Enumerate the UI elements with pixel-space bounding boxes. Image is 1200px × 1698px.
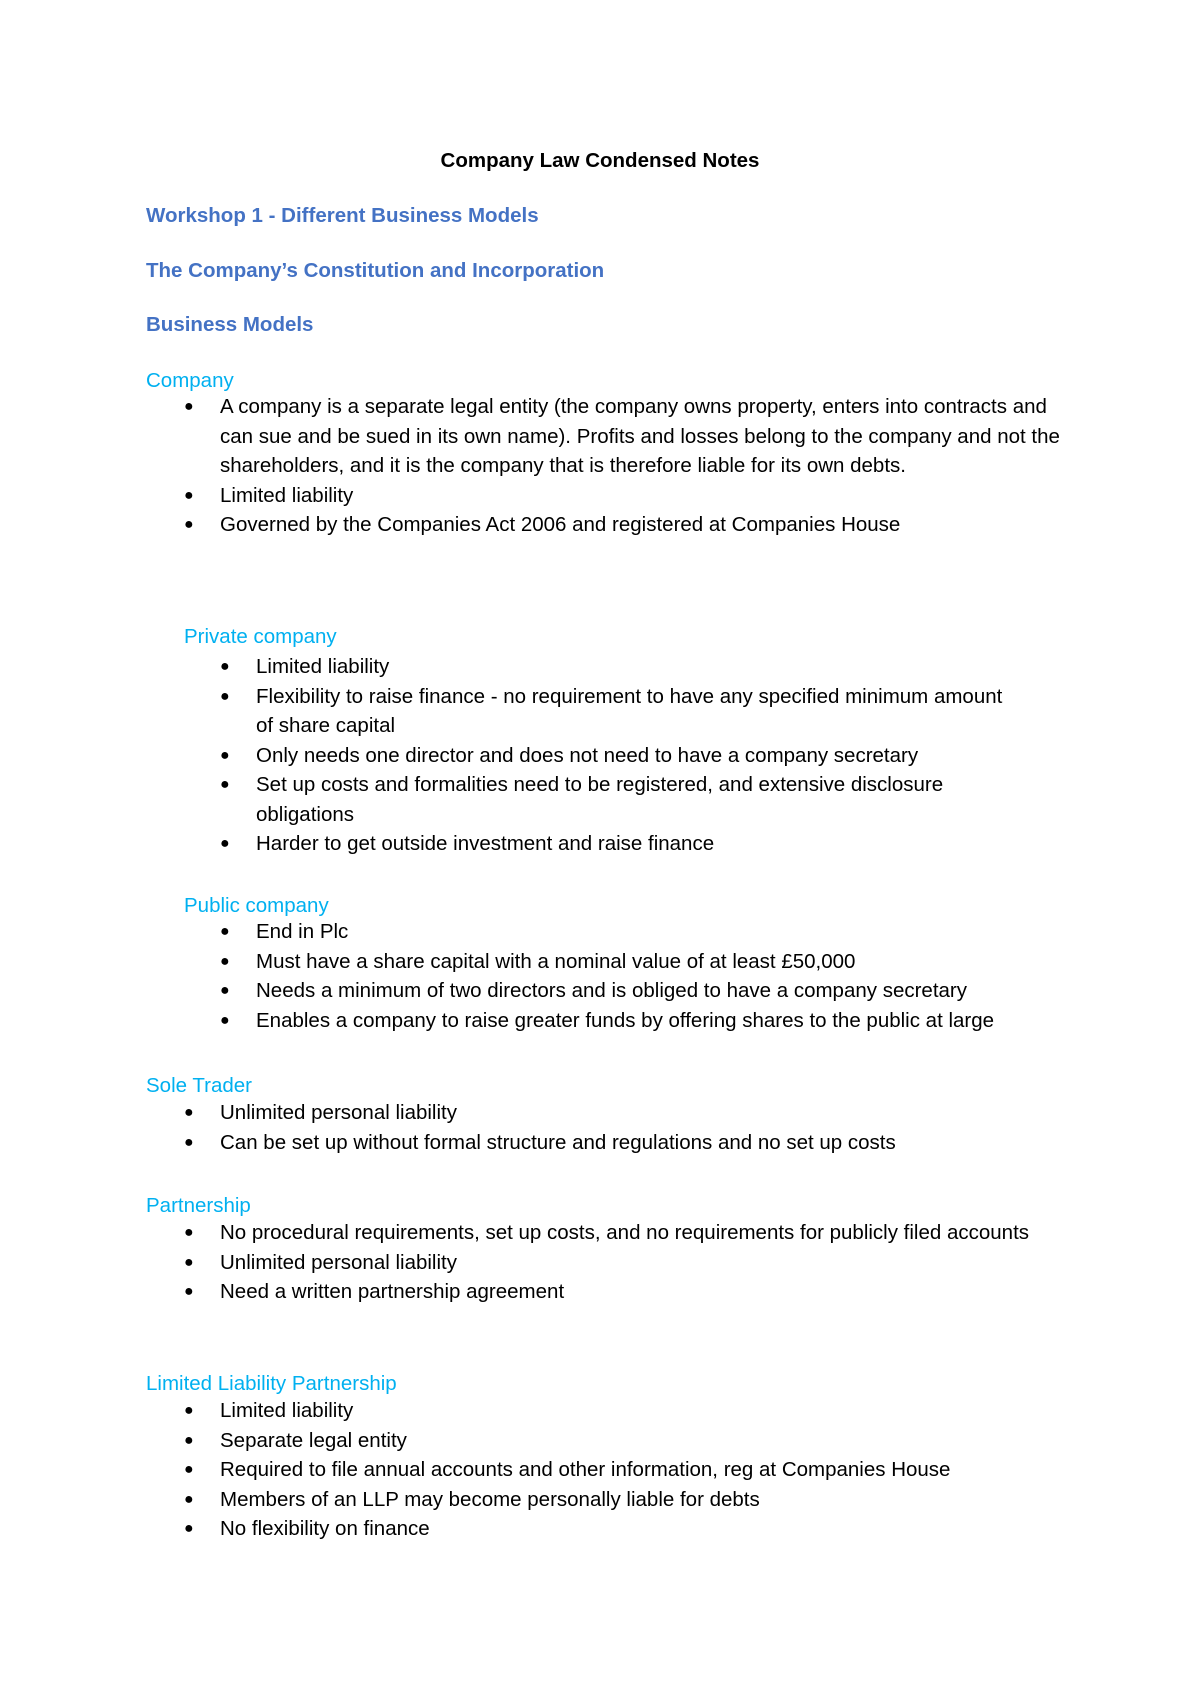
bullet-icon: ● (184, 1431, 194, 1449)
list-item: ● Unlimited personal liability (184, 1098, 1064, 1128)
bullet-icon: ● (184, 1104, 194, 1121)
bullet-icon: ● (184, 1133, 194, 1151)
list-item: ● Limited liability (220, 652, 1020, 682)
bullet-icon: ● (220, 687, 230, 705)
bullet-icon: ● (184, 486, 194, 504)
list-item: ● Must have a share capital with a nominal value of at least £50,000 (220, 947, 1080, 977)
list-public-company (220, 917, 1080, 1035)
list-item: ● Set up costs and formalities need to be registered, and extensive disclosure obligations (220, 770, 1020, 829)
subheading-sole-trader: Sole Trader (146, 1074, 252, 1097)
heading-business-models: Business Models (146, 313, 314, 336)
list-item: ● A company is a separate legal entity (the company owns property, enters into contracts and can sue and be sued in its own name). Profits and losses belong to the company and not the shareholders, and it is the company that is therefore liable for its own debts. (184, 392, 1064, 481)
bullet-icon: ● (184, 1253, 194, 1271)
list-item: ● Separate legal entity (184, 1426, 1064, 1456)
bullet-icon: ● (220, 746, 230, 764)
bullet-icon: ● (220, 835, 230, 852)
bullet-icon: ● (184, 398, 194, 415)
bullet-icon: ● (184, 1224, 194, 1241)
list-item: ● Can be set up without formal structure and regulations and no set up costs (184, 1128, 1064, 1158)
heading-constitution: The Company’s Constitution and Incorporation (146, 259, 605, 282)
list-item: ● Flexibility to raise finance - no requirement to have any specified minimum amount of share capital (220, 682, 1020, 741)
heading-workshop: Workshop 1 - Different Business Models (146, 204, 539, 227)
list-item: ● Limited liability (184, 1396, 1064, 1426)
subheading-private-company: Private company (184, 625, 337, 648)
list-item: ● Limited liability (184, 481, 1064, 511)
list-item: ● Required to file annual accounts and other information, reg at Companies House (184, 1455, 1064, 1485)
list-item: ● Harder to get outside investment and raise finance (220, 829, 1020, 859)
list-company (184, 392, 1064, 540)
bullet-icon: ● (220, 952, 230, 970)
list-item: ● Only needs one director and does not need to have a company secretary (220, 741, 1020, 771)
bullet-icon: ● (220, 982, 230, 999)
bullet-icon: ● (220, 658, 230, 675)
document-title: Company Law Condensed Notes (440, 149, 760, 172)
bullet-icon: ● (184, 1402, 194, 1419)
list-item: ● Need a written partnership agreement (184, 1277, 1044, 1307)
bullet-icon: ● (220, 923, 230, 940)
list-sole-trader (184, 1098, 1064, 1157)
bullet-icon: ● (184, 1490, 194, 1508)
list-item: ● Needs a minimum of two directors and is obliged to have a company secretary (220, 976, 1080, 1006)
list-partnership (184, 1218, 1044, 1307)
subheading-public-company: Public company (184, 894, 329, 917)
subheading-partnership: Partnership (146, 1194, 251, 1217)
bullet-icon: ● (184, 1520, 194, 1537)
bullet-icon: ● (220, 1011, 230, 1029)
bullet-icon: ● (184, 516, 194, 533)
list-llp (184, 1396, 1064, 1544)
list-private-company (220, 652, 1020, 859)
list-item: ● Unlimited personal liability (184, 1248, 1044, 1278)
bullet-icon: ● (220, 776, 230, 793)
bullet-icon: ● (184, 1461, 194, 1478)
list-item: ● Members of an LLP may become personally liable for debts (184, 1485, 1064, 1515)
list-item: ● No procedural requirements, set up costs, and no requirements for publicly filed accounts (184, 1218, 1044, 1248)
bullet-icon: ● (184, 1283, 194, 1300)
subheading-company: Company (146, 369, 234, 392)
subheading-llp: Limited Liability Partnership (146, 1372, 397, 1395)
list-item: ● Governed by the Companies Act 2006 and registered at Companies House (184, 510, 1064, 540)
list-item: ● End in Plc (220, 917, 1080, 947)
list-item: ● Enables a company to raise greater funds by offering shares to the public at large (220, 1006, 1080, 1036)
list-item: ● No flexibility on finance (184, 1514, 1064, 1544)
